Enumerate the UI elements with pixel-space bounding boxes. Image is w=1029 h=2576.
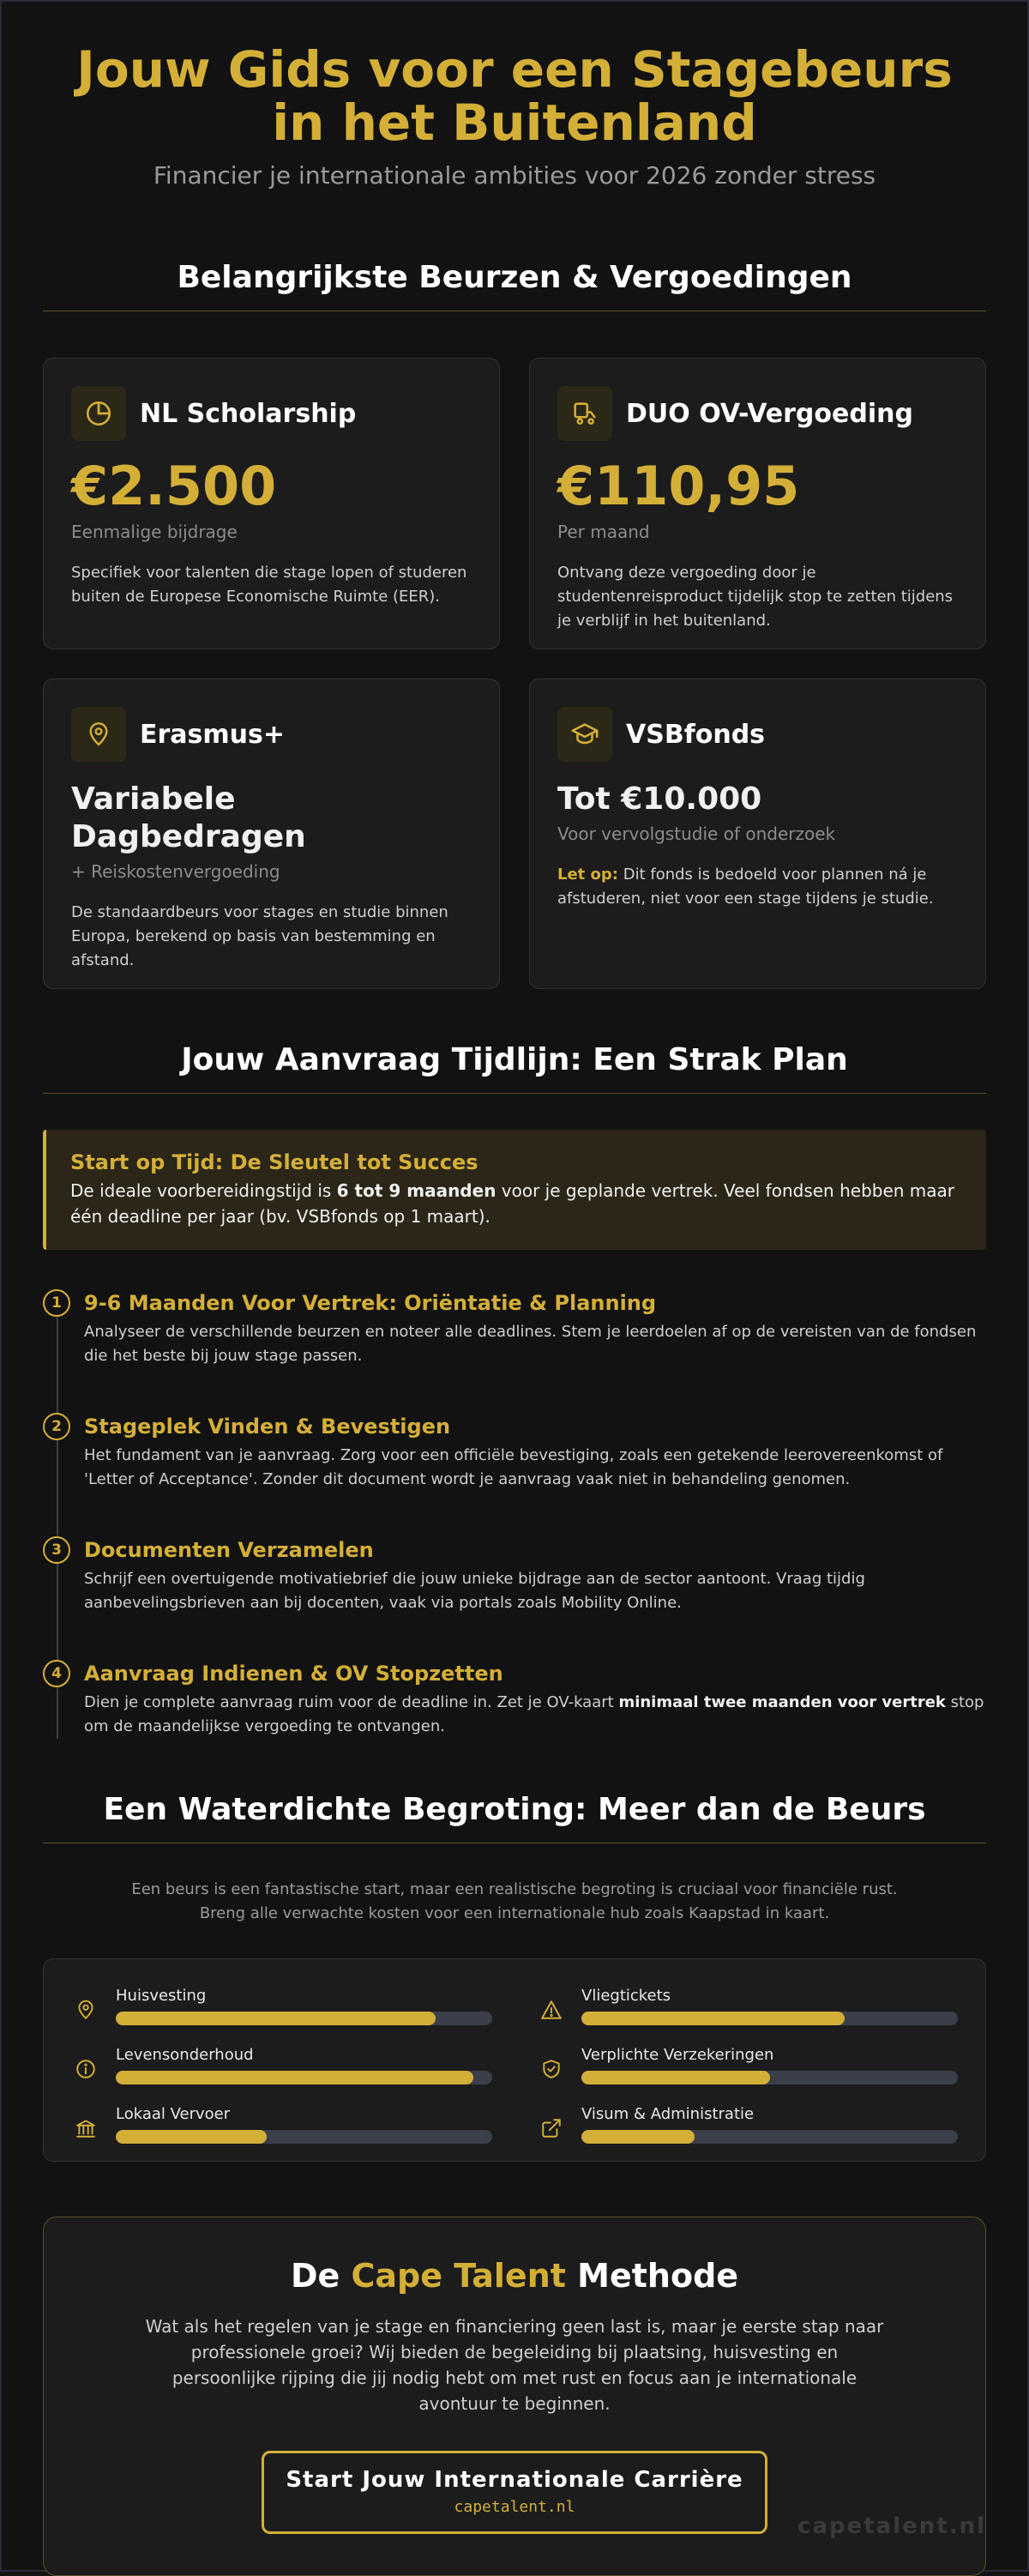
note-text: Dit fonds is bedoeld voor plannen ná je afstuderen, niet voor een stage tijdens je studie. [557,866,934,908]
budget-bar-fill [116,2130,267,2144]
budget-bar-fill [116,2071,473,2084]
callout-text-bold: 6 tot 9 maanden [336,1180,496,1201]
bank-icon [71,2114,100,2143]
step-title: Documenten Verzamelen [84,1538,374,1562]
budget-bar-track [116,2130,492,2144]
step-text-part: stop om de maandelijkse vergoeding te ontvangen. [84,1693,984,1735]
step-number: 3 [43,1536,70,1564]
step-title: Aanvraag Indienen & OV Stopzetten [84,1662,503,1686]
map-pin-icon [71,1995,100,2024]
grant-card-duo [529,358,986,649]
step-text: Schrijf een overtuigende motivatiebrief die jouw unieke bijdrage aan de sector aantoont. Vraag tijdig aanbevelingsbrieven aan bij docenten, vaak via portals zoals Mobility Online. [84,1570,865,1612]
step-number: 4 [43,1660,70,1687]
step-text: Het fundament van je aanvraag. Zorg voor een officiële bevestiging, zoals een getekende leerovereenkomst of 'Letter of Acceptance'. Zonder dit document wordt je aanvraag vaak niet in behandeling genomen. [84,1446,943,1488]
budget-bar-fill [581,2130,695,2144]
cta-title-part: Methode [565,2257,739,2295]
grant-amount: €2.500 [71,455,277,517]
budget-intro-line: Breng alle verwachte kosten voor een internationale hub zoals Kaapstad in kaart. [199,1904,830,1922]
grant-title: NL Scholarship [140,398,357,429]
budget-item [71,1987,492,2025]
grant-card-nl-scholarship [43,358,500,649]
budget-item [537,1987,958,2025]
step-text-bold: minimaal twee maanden voor vertrek [618,1693,946,1711]
grant-sub: Eenmalige bijdrage [71,522,238,542]
map-pin-icon [71,707,126,762]
step-title: Stageplek Vinden & Bevestigen [84,1415,451,1439]
grant-description: Specifiek voor talenten die stage lopen of studeren buiten de Europese Economische Ruimte (EER). [71,564,467,606]
graduation-cap-icon [557,707,612,762]
grant-description [557,863,958,911]
step-text [84,1691,986,1739]
budget-bar-track [116,2071,492,2084]
tram-icon [557,386,612,441]
grant-sub: + Reiskostenvergoeding [71,861,280,882]
budget-item-label: Verplichte Verzekeringen [581,2046,774,2064]
note-label: Let op: [557,866,618,884]
budget-bar-fill [581,2071,770,2084]
budget-bar-track [581,2130,958,2144]
budget-intro-line: Een beurs is een fantastische start, maar een realistische begroting is cruciaal voor financiële rust. [131,1880,898,1898]
step-title: 9-6 Maanden Voor Vertrek: Oriëntatie & Planning [84,1291,657,1315]
section-title-timeline: Jouw Aanvraag Tijdlijn: Een Strak Plan [43,1042,986,1094]
section-title-budget: Een Waterdichte Begroting: Meer dan de Beurs [43,1792,986,1843]
budget-item-label: Visum & Administratie [581,2105,755,2123]
budget-item [71,2046,492,2084]
budget-item-label: Huisvesting [116,1987,207,2005]
page-title: Jouw Gids voor een Stagebeurs in het Buitenland [76,40,953,152]
grant-amount: Variabele Dagbedragen [71,781,306,854]
cta-title-highlight: Cape Talent [351,2257,566,2295]
budget-item-label: Levensonderhoud [116,2046,254,2064]
warning-icon [537,1995,566,2024]
section-title-grants: Belangrijkste Beurzen & Vergoedingen [43,260,986,311]
timeline-step [43,1289,986,1368]
callout-text-part: De ideale voorbereidingstijd is [70,1180,337,1201]
timeline-step [43,1536,986,1615]
budget-item [537,2046,958,2084]
budget-bar-track [116,2012,492,2025]
budget-bar-fill [581,2012,845,2025]
budget-item-label: Vliegtickets [581,1987,671,2005]
application-timeline [43,1289,986,1739]
grant-amount: Tot €10.000 [557,781,762,817]
budget-bar-track [581,2071,958,2084]
cta-title [112,2257,917,2295]
grant-card-vsbfonds [529,679,986,989]
step-number: 2 [43,1413,70,1440]
cta-text: Wat als het regelen van je stage en financiering geen last is, maar je eerste stap naar professionele groei? Wij bieden de begeleiding bij plaatsing, huisvesting en persoonlijke rijping die jij nodig hebt om met rust en focus aan je internationale avontuur te beginnen. [145,2316,884,2414]
timeline-step [43,1413,986,1492]
watermark: capetalent.nl [797,2513,986,2539]
budget-bar-track [581,2012,958,2025]
grant-description: De standaardbeurs voor stages en studie binnen Europa, berekend op basis van bestemming en afstand. [71,903,448,969]
step-number: 1 [43,1289,70,1317]
pie-chart-icon [71,386,126,441]
timeline-step [43,1660,986,1739]
grant-title: DUO OV-Vergoeding [626,398,913,429]
callout-text [70,1178,962,1229]
callout-title: Start op Tijd: De Sleutel tot Succes [70,1150,478,1174]
page-subtitle: Financier je internationale ambities voor 2026 zonder stress [153,161,876,190]
grant-sub: Voor vervolgstudie of onderzoek [557,823,836,844]
grant-description: Ontvang deze vergoeding door je studentenreisproduct tijdelijk stop te zetten tijdens je verblijf in het buitenland. [557,564,954,630]
grant-title: Erasmus+ [140,719,285,750]
start-career-button[interactable] [262,2451,767,2534]
external-link-icon [537,2114,566,2143]
grant-card-erasmus [43,679,500,989]
shield-check-icon [537,2054,566,2084]
timing-callout [43,1130,986,1250]
cta-button-label: Start Jouw Internationale Carrière [286,2467,743,2493]
cta-url-link[interactable]: capetalent.nl [454,2498,575,2516]
grant-amount: €110,95 [557,455,800,517]
budget-breakdown [43,1958,986,2162]
budget-bar-fill [116,2012,436,2025]
callout-text-part: voor je geplande vertrek. Veel fondsen hebben maar één deadline per jaar (bv. VSBfonds op 1 maart). [70,1180,955,1227]
cta-title-part: De [290,2257,352,2295]
budget-item [71,2105,492,2144]
budget-intro [43,1878,986,1926]
step-text: Analyseer de verschillende beurzen en noteer alle deadlines. Stem je leerdoelen af op de vereisten van de fondsen die het beste bij jouw stage passen. [84,1323,977,1365]
step-text-part: Dien je complete aanvraag ruim voor de deadline in. Zet je OV-kaart [84,1693,619,1711]
grant-title: VSBfonds [626,719,766,750]
budget-item [537,2105,958,2144]
grant-sub: Per maand [557,522,650,542]
grant-cards [43,358,986,989]
budget-item-label: Lokaal Vervoer [116,2105,231,2123]
info-icon [71,2054,100,2084]
